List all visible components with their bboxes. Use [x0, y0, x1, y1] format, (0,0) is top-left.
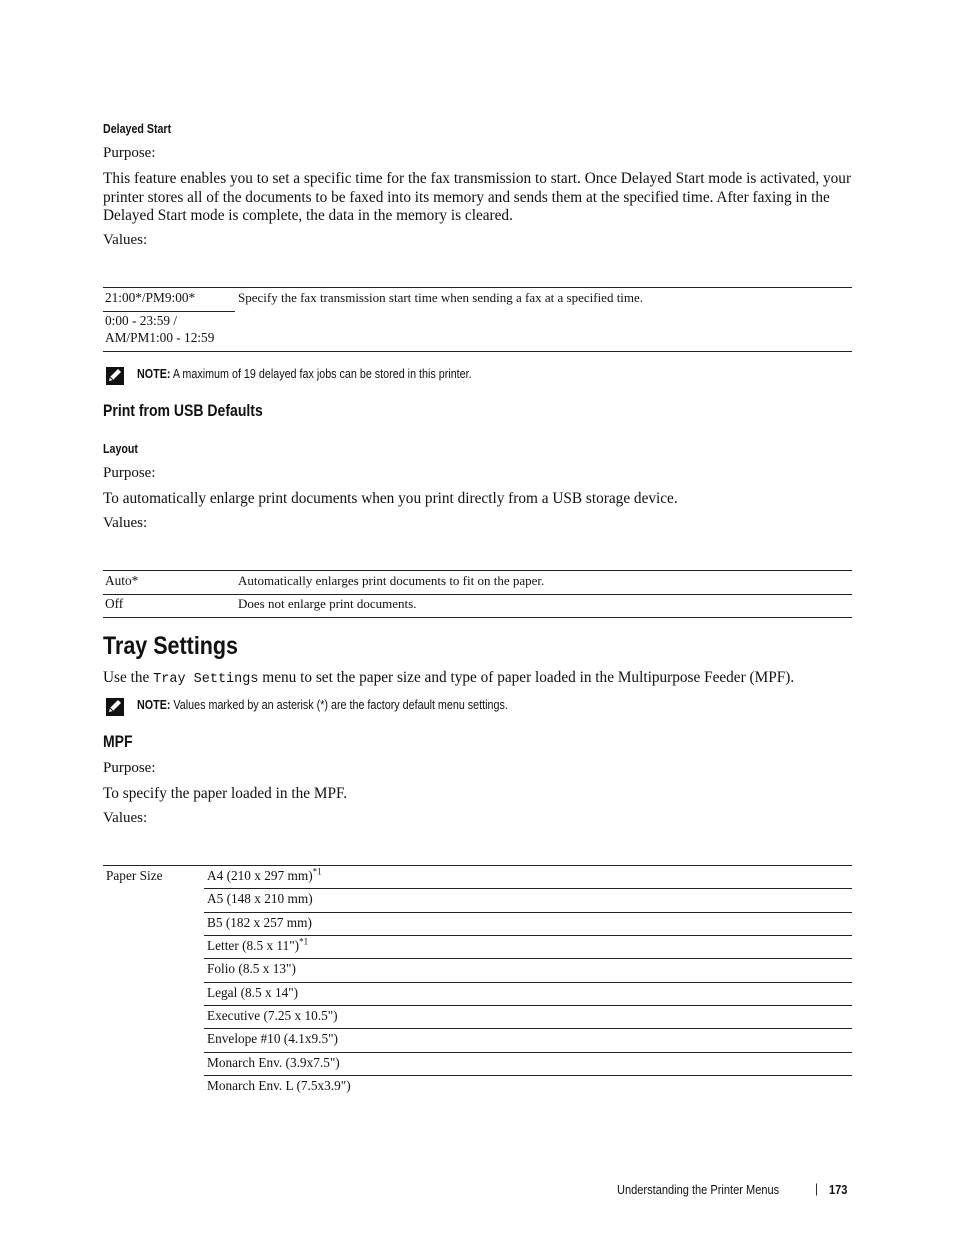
paper-size-item [207, 868, 322, 884]
paper-size-text: A5 (148 x 210 mm) [207, 891, 313, 906]
intro-prefix: Use the [103, 669, 154, 686]
table-cell-value: 0:00 - 23:59 / [105, 313, 178, 328]
footnote-marker: *1 [299, 936, 309, 947]
note-label: NOTE: [137, 367, 171, 381]
section-heading-delayed-start: Delayed Start [103, 121, 172, 136]
table-cell-value: Auto* [105, 573, 139, 588]
table-rule [103, 865, 852, 866]
table-rule [103, 287, 852, 288]
table-rule [204, 1075, 852, 1076]
table-rule [103, 617, 852, 618]
paper-size-item [207, 938, 308, 954]
mpf-description: To specify the paper loaded in the MPF. [103, 785, 348, 802]
footer-separator: | [815, 1181, 818, 1196]
section-heading-print-from-usb: Print from USB Defaults [103, 402, 263, 420]
section-heading-mpf: MPF [103, 733, 133, 751]
intro-suffix: menu to set the paper size and type of paper loaded in the Multipurpose Feeder (MPF). [258, 669, 795, 686]
footer-section-title: Understanding the Printer Menus [617, 1182, 780, 1197]
table-rule [103, 594, 852, 595]
paper-size-text: Monarch Env. L (7.5x3.9") [207, 1078, 351, 1093]
menu-name-code: Tray Settings [153, 672, 259, 687]
paper-size-item [207, 961, 296, 977]
paper-size-text: B5 (182 x 257 mm) [207, 915, 312, 930]
table-rule [103, 351, 852, 352]
paper-size-text: Legal (8.5 x 14") [207, 985, 299, 1000]
paper-size-text: Executive (7.25 x 10.5") [207, 1008, 338, 1023]
paper-size-text: A4 (210 x 297 mm) [207, 868, 313, 883]
table-rule [204, 1028, 852, 1029]
paper-size-text: Folio (8.5 x 13") [207, 961, 296, 976]
table-rule [204, 1052, 852, 1053]
table-cell-value: Off [105, 596, 124, 611]
footnote-marker: *1 [312, 866, 322, 877]
note-label: NOTE: [137, 698, 171, 712]
table-rule [204, 912, 852, 913]
paper-size-item [207, 1031, 338, 1047]
note-delayed-jobs [137, 367, 472, 381]
paper-size-item [207, 1078, 351, 1094]
table-rule [204, 982, 852, 983]
layout-description: To automatically enlarge print documents when you print directly from a USB storage device. [103, 490, 678, 507]
paper-size-item [207, 915, 312, 931]
paper-size-item [207, 1008, 338, 1024]
section-heading-tray-settings: Tray Settings [103, 632, 239, 660]
table-row-label: Paper Size [106, 868, 163, 883]
table-rule [103, 311, 235, 312]
page-number: 173 [829, 1182, 848, 1197]
delayed-start-description: This feature enables you to set a specific time for the fax transmission to start. Once Delayed Start mode is activated, your printer stores all of the documents to be faxed into its memory and sends them at the specified time. After faxing in the Delayed Start mode is complete, the data in the memory is cleared. [103, 170, 852, 224]
table-cell-description: Specify the fax transmission start time when sending a fax at a specified time. [238, 290, 644, 305]
table-cell-description: Does not enlarge print documents. [238, 596, 417, 611]
paper-size-text: Letter (8.5 x 11") [207, 938, 300, 953]
paper-size-text: Envelope #10 (4.1x9.5") [207, 1031, 338, 1046]
note-asterisk-defaults [137, 698, 508, 712]
section-heading-layout: Layout [103, 441, 138, 456]
table-cell-value: 21:00*/PM9:00* [105, 290, 196, 305]
purpose-label: Purpose: [103, 760, 156, 776]
table-rule [204, 958, 852, 959]
paper-size-item [207, 891, 313, 907]
paper-size-item [207, 985, 298, 1001]
table-rule [204, 1005, 852, 1006]
note-pencil-icon [105, 697, 125, 717]
paper-size-item [207, 1055, 340, 1071]
values-label: Values: [103, 515, 148, 531]
table-cell-value: AM/PM1:00 - 12:59 [105, 330, 215, 345]
table-rule [103, 570, 852, 571]
purpose-label: Purpose: [103, 465, 156, 481]
paper-size-text: Monarch Env. (3.9x7.5") [207, 1055, 340, 1070]
purpose-label: Purpose: [103, 145, 156, 161]
values-label: Values: [103, 810, 148, 826]
values-label: Values: [103, 232, 148, 248]
note-pencil-icon [105, 366, 125, 386]
table-rule [204, 888, 852, 889]
note-text: Values marked by an asterisk (*) are the factory default menu settings. [170, 698, 508, 712]
note-text: A maximum of 19 delayed fax jobs can be stored in this printer. [170, 367, 472, 381]
table-cell-description: Automatically enlarges print documents to fit on the paper. [238, 573, 545, 588]
tray-settings-intro [103, 669, 855, 690]
